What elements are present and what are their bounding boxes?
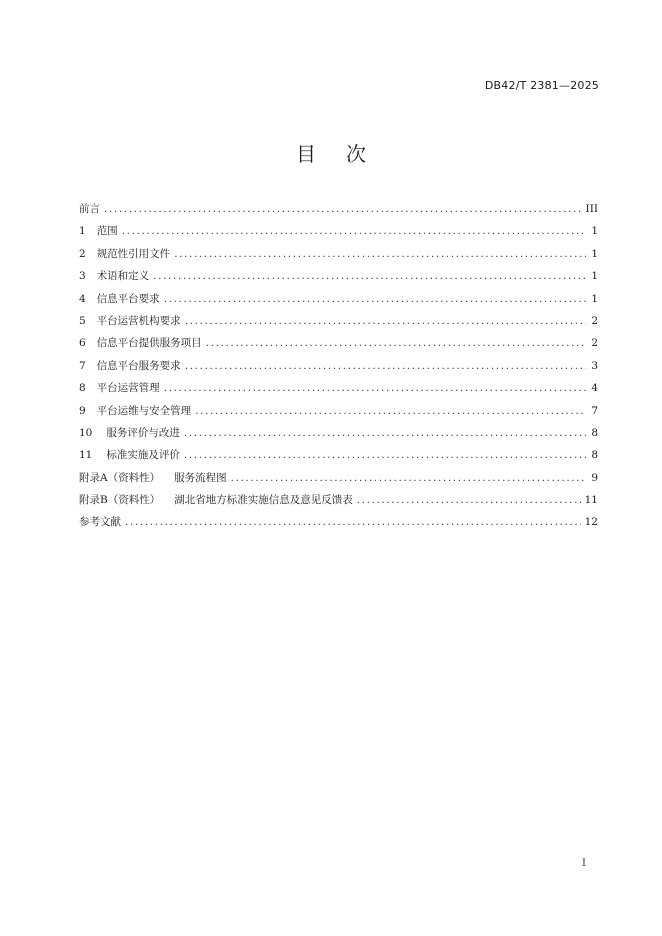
toc-dot-leader bbox=[206, 335, 586, 351]
toc-entry-number: 2 bbox=[79, 247, 86, 260]
toc-entry-label bbox=[97, 291, 160, 307]
toc-entry-number: 5 bbox=[79, 314, 86, 327]
toc-entry-title: 术语和定义 bbox=[96, 270, 150, 283]
toc-entry-label bbox=[79, 470, 227, 486]
toc-entry-label bbox=[97, 246, 171, 262]
toc-entry-number: 1 bbox=[79, 225, 86, 238]
toc-dot-leader bbox=[122, 223, 586, 239]
toc-entry-appendix-prefix: 附录A（资料性） bbox=[79, 471, 161, 484]
toc-entry-page: 2 bbox=[591, 314, 598, 327]
toc-dot-leader bbox=[185, 313, 586, 329]
toc-entry-number: 8 bbox=[79, 382, 86, 395]
toc-dot-leader bbox=[164, 380, 586, 396]
toc-entry[interactable] bbox=[79, 380, 598, 402]
toc-entry-number: 10 bbox=[79, 426, 93, 439]
toc-entry-label bbox=[97, 380, 160, 396]
toc-entry-page: 1 bbox=[591, 225, 598, 238]
toc-dot-leader bbox=[195, 403, 586, 419]
table-of-contents bbox=[79, 201, 598, 537]
toc-entry-number: 7 bbox=[79, 359, 86, 372]
toc-entry-page: 12 bbox=[584, 516, 598, 529]
toc-entry-number: 3 bbox=[79, 270, 86, 283]
toc-entry[interactable] bbox=[79, 447, 598, 469]
toc-entry-page: 7 bbox=[591, 404, 598, 417]
toc-entry[interactable] bbox=[79, 358, 598, 380]
toc-dot-leader bbox=[174, 246, 586, 262]
toc-entry-title: 平台运维与安全管理 bbox=[96, 404, 192, 417]
toc-entry-page: 9 bbox=[591, 471, 598, 484]
toc-entry-page: 1 bbox=[591, 270, 598, 283]
toc-dot-leader bbox=[185, 358, 586, 374]
toc-entry-label bbox=[79, 514, 121, 530]
toc-title: 目次 bbox=[296, 142, 396, 166]
toc-entry-title: 平台运营管理 bbox=[96, 382, 160, 395]
toc-entry-label bbox=[97, 223, 118, 239]
toc-entry-page: 2 bbox=[591, 337, 598, 350]
toc-entry-page: 3 bbox=[591, 359, 598, 372]
toc-entry-number: 6 bbox=[79, 337, 86, 350]
toc-entry[interactable] bbox=[79, 313, 598, 335]
toc-entry-title: 参考文献 bbox=[79, 516, 121, 529]
toc-entry-label bbox=[79, 492, 353, 508]
toc-entry-label bbox=[106, 447, 180, 463]
toc-entry[interactable] bbox=[79, 425, 598, 447]
toc-entry-title: 信息平台要求 bbox=[96, 292, 160, 305]
toc-entry-number: 11 bbox=[79, 449, 93, 462]
toc-entry[interactable] bbox=[79, 223, 598, 245]
toc-entry[interactable] bbox=[79, 335, 598, 357]
toc-dot-leader bbox=[184, 447, 586, 463]
toc-dot-leader bbox=[184, 425, 586, 441]
toc-dot-leader bbox=[164, 291, 586, 307]
toc-entry-page: 1 bbox=[591, 292, 598, 305]
toc-dot-leader bbox=[104, 201, 582, 217]
toc-entry-title: 信息平台提供服务项目 bbox=[96, 337, 202, 350]
toc-dot-leader bbox=[125, 514, 581, 530]
toc-entry[interactable] bbox=[79, 268, 598, 290]
document-code: DB42/T 2381—2025 bbox=[484, 79, 599, 92]
toc-entry-page: III bbox=[585, 203, 598, 215]
toc-entry-title: 湖北省地方标准实施信息及意见反馈表 bbox=[174, 494, 353, 507]
toc-entry-label bbox=[97, 313, 181, 329]
toc-entry-label bbox=[97, 403, 192, 419]
toc-entry-title: 规范性引用文件 bbox=[96, 247, 171, 260]
toc-dot-leader bbox=[357, 492, 581, 508]
toc-entry-label bbox=[97, 335, 202, 351]
toc-entry-label bbox=[106, 425, 180, 441]
toc-entry[interactable] bbox=[79, 291, 598, 313]
toc-dot-leader bbox=[153, 268, 586, 284]
toc-entry[interactable] bbox=[79, 403, 598, 425]
toc-entry-page: 8 bbox=[591, 426, 598, 439]
toc-entry[interactable] bbox=[79, 492, 598, 514]
toc-entry-label bbox=[97, 358, 181, 374]
toc-entry-page: 4 bbox=[591, 382, 598, 395]
toc-entry[interactable] bbox=[79, 470, 598, 492]
toc-entry-appendix-prefix: 附录B（资料性） bbox=[79, 494, 161, 507]
toc-entry-page: 11 bbox=[584, 494, 598, 507]
toc-entry-number: 9 bbox=[79, 404, 86, 417]
toc-entry-title: 服务评价与改进 bbox=[106, 426, 180, 439]
toc-entry-page: 1 bbox=[591, 247, 598, 260]
toc-entry[interactable] bbox=[79, 514, 598, 536]
toc-entry-title: 范围 bbox=[96, 225, 118, 238]
toc-entry-title: 服务流程图 bbox=[174, 471, 227, 484]
toc-entry-page: 8 bbox=[591, 449, 598, 462]
toc-entry[interactable] bbox=[79, 201, 598, 223]
toc-dot-leader bbox=[231, 470, 586, 486]
toc-entry-label bbox=[97, 268, 150, 284]
toc-entry-label bbox=[79, 201, 100, 217]
page-number: I bbox=[582, 858, 586, 869]
toc-entry-number: 4 bbox=[79, 292, 86, 305]
toc-entry-title: 平台运营机构要求 bbox=[96, 314, 181, 327]
toc-entry-title: 标准实施及评价 bbox=[106, 449, 180, 462]
toc-entry[interactable] bbox=[79, 246, 598, 268]
toc-entry-title: 前言 bbox=[79, 203, 100, 215]
toc-entry-title: 信息平台服务要求 bbox=[96, 359, 181, 372]
